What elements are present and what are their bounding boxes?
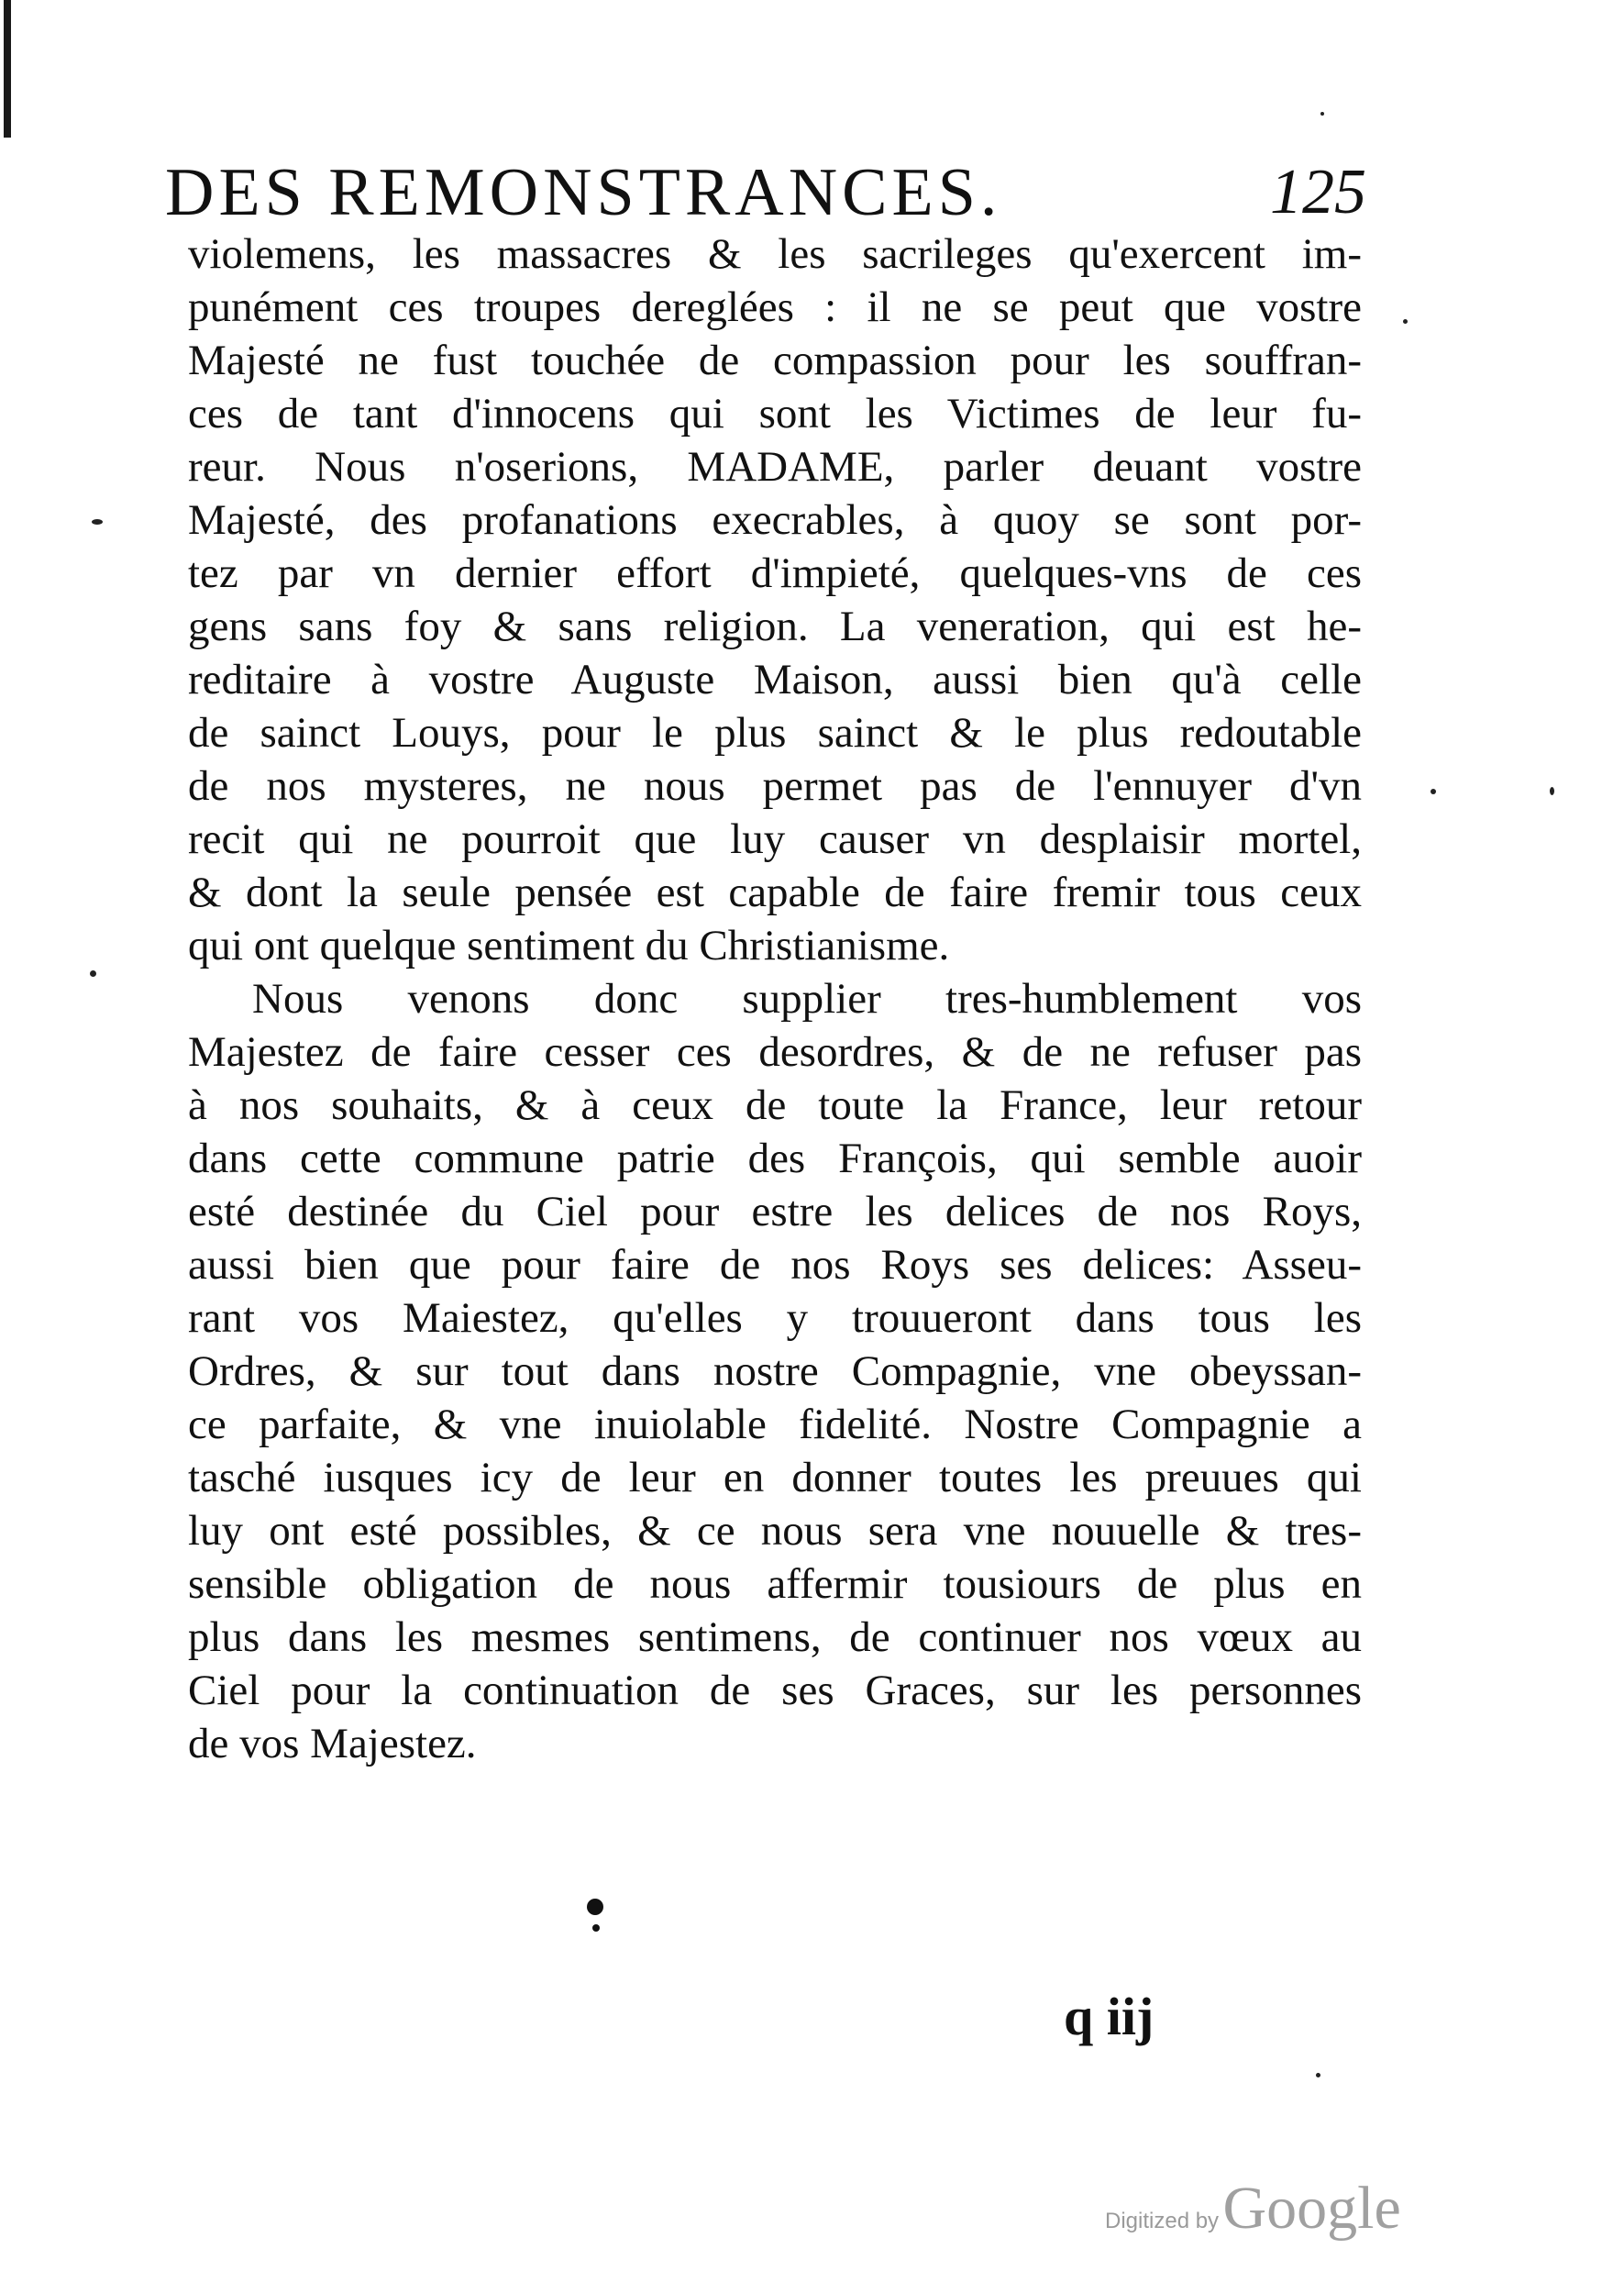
signature-mark: q iij	[1064, 1987, 1154, 2046]
text-line: & dont la seule pensée est capable de faire fremir tous ceux	[188, 869, 1362, 916]
text-line: luy ont esté possibles, & ce nous sera vne nouuelle & tres-	[188, 1507, 1362, 1555]
text-line: Ciel pour la continuation de ses Graces, sur les personnes	[188, 1667, 1362, 1714]
paragraph-start-line: Nous venons donc supplier tres-humblement vos	[252, 975, 1362, 1023]
text-line: gens sans foy & sans religion. La veneration, qui est he-	[188, 603, 1362, 650]
text-line: de vos Majestez.	[188, 1720, 477, 1767]
text-line: dans cette commune patrie des François, qui semble auoir	[188, 1135, 1362, 1182]
text-line: tasché iusques icy de leur en donner toutes les preuues qui	[188, 1454, 1362, 1501]
text-line: sensible obligation de nous affermir tousiours de plus en	[188, 1560, 1362, 1608]
text-line: Majesté, des profanations execrables, à quoy se sont por-	[188, 496, 1362, 544]
text-line: de sainct Louys, pour le plus sainct & le plus redoutable	[188, 709, 1362, 757]
text-line: recit qui ne pourroit que luy causer vn desplaisir mortel,	[188, 815, 1362, 863]
scan-speck	[1403, 319, 1408, 324]
page-edge-rule	[4, 0, 11, 138]
text-line: de nos mysteres, ne nous permet pas de l'ennuyer d'vn	[188, 762, 1362, 810]
watermark-brand: Google	[1222, 2175, 1401, 2242]
text-line: Majesté ne fust touchée de compassion pour les souffran-	[188, 337, 1362, 384]
page-number: 125	[1270, 157, 1366, 227]
scan-speck	[92, 519, 103, 525]
scan-speck	[90, 970, 96, 977]
page-header	[165, 151, 1366, 234]
text-line: ces de tant d'innocens qui sont les Victimes de leur fu-	[188, 390, 1362, 438]
text-line: aussi bien que pour faire de nos Roys ses delices: Asseu-	[188, 1241, 1362, 1289]
text-line: à nos souhaits, & à ceux de toute la France, leur retour	[188, 1081, 1362, 1129]
text-line: tez par vn dernier effort d'impieté, quelques-vns de ces	[188, 549, 1362, 597]
text-line: violemens, les massacres & les sacrileges qu'exercent im-	[188, 230, 1362, 278]
ornament-dot-icon	[587, 1899, 603, 1915]
scan-speck	[1320, 112, 1324, 116]
watermark-prefix: Digitized by	[1105, 2209, 1220, 2233]
text-line: plus dans les mesmes sentimens, de continuer nos vœux au	[188, 1613, 1362, 1661]
text-line: reditaire à vostre Auguste Maison, aussi bien qu'à celle	[188, 656, 1362, 703]
text-line: punément ces troupes dereglées : il ne se peut que vostre	[188, 283, 1362, 331]
text-line: reur. Nous n'oserions, MADAME, parler deuant vostre	[188, 443, 1362, 491]
text-line: ce parfaite, & vne inuiolable fidelité. Nostre Compagnie a	[188, 1401, 1362, 1448]
scan-speck	[1550, 787, 1554, 795]
text-line: esté destinée du Ciel pour estre les delices de nos Roys,	[188, 1188, 1362, 1235]
scan-speck	[1316, 2073, 1320, 2077]
text-line: qui ont quelque sentiment du Christianisme.	[188, 922, 950, 969]
text-line: rant vos Maiestez, qu'elles y trouueront dans tous les	[188, 1294, 1362, 1342]
digitization-watermark	[1105, 2174, 1401, 2243]
body-text	[188, 227, 1362, 1770]
scan-speck	[1431, 789, 1436, 794]
text-line: Ordres, & sur tout dans nostre Compagnie, vne obeyssan-	[188, 1347, 1362, 1395]
text-line: Majestez de faire cesser ces desordres, & de ne refuser pas	[188, 1028, 1362, 1076]
running-title: DES REMONSTRANCES.	[165, 155, 1002, 230]
